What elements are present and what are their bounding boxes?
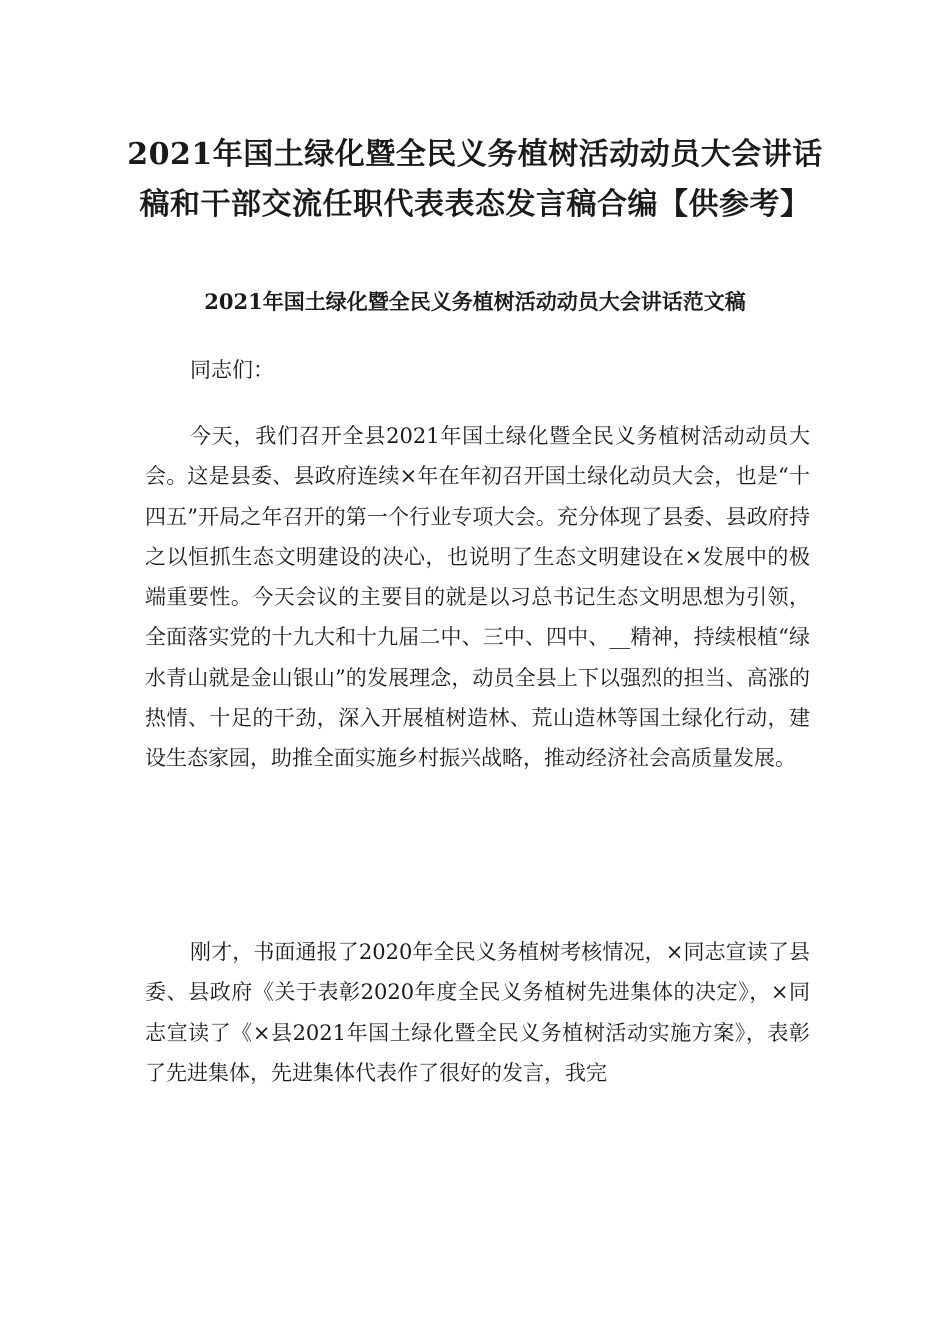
document-title: 2021年国土绿化暨全民义务植树活动动员大会讲话稿和干部交流任职代表表态发言稿合编【供参考】	[127, 137, 823, 222]
document-subtitle: 2021年国土绿化暨全民义务植树活动动员大会讲话范文稿	[204, 289, 746, 314]
body-paragraph: 刚才，书面通报了2020年全民义务植树考核情况，×同志宣读了县委、县政府《关于表彰2020年度全民义务植树先进集体的决定》，×同志宣读了《×县2021年国土绿化暨全民义务植树活动实施方案》，表彰了先进集体，先进集体代表作了很好的发言，我完	[145, 940, 810, 1085]
salutation: 同志们：	[190, 358, 274, 382]
body-paragraph: 今天，我们召开全县2021年国土绿化暨全民义务植树活动动员大会。这是县委、县政府连续×年在年初召开国土绿化动员大会，也是“十四五”开局之年召开的第一个行业专项大会。充分体现了县委、县政府持之以恒抓生态文明建设的决心，也说明了生态文明建设在×发展中的极端重要性。今天会议的主要目的就是以习总书记生态文明思想为引领，全面落实党的十九大和十九届二中、三中、四中、__精神，持续根植“绿水青山就是金山银山”的发展理念，动员全县上下以强烈的担当、高涨的热情、十足的干劲，深入开展植树造林、荒山造林等国土绿化行动，建设生态家园，助推全面实施乡村振兴战略，推动经济社会高质量发展。	[145, 424, 810, 771]
